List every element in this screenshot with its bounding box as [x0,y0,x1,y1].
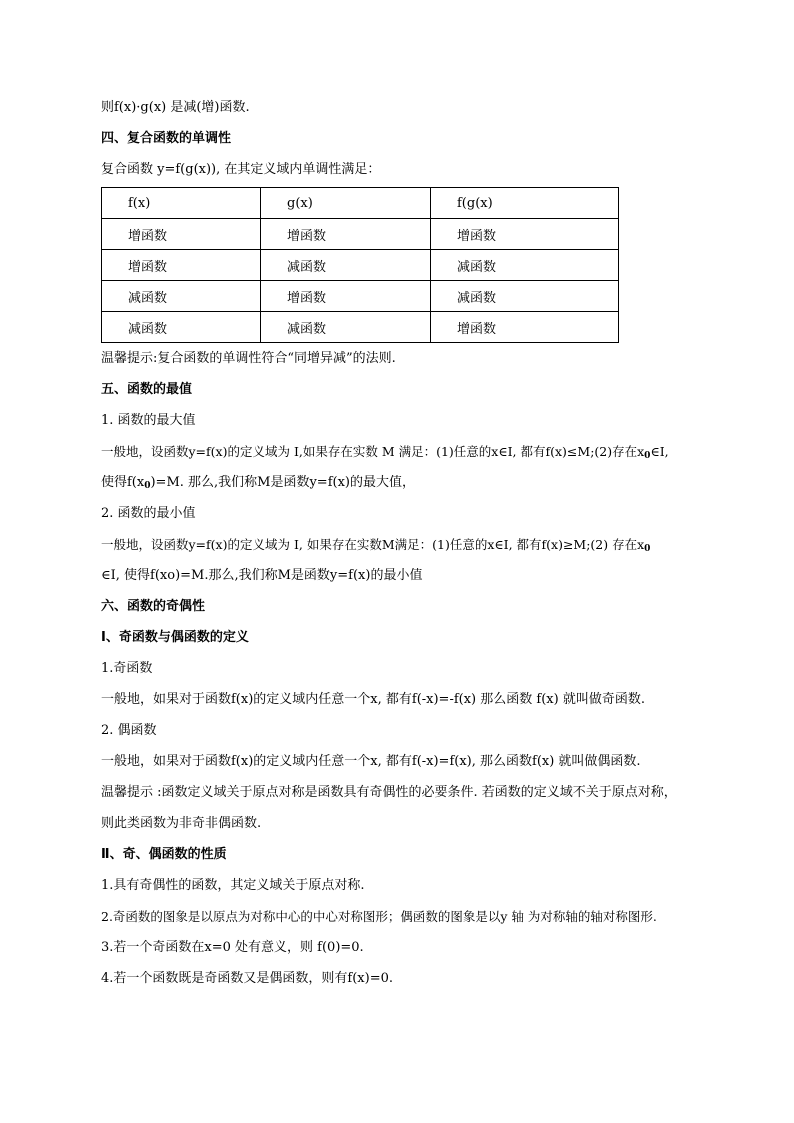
section-heading-6: 六、函数的奇偶性 [101,599,206,614]
table-row [102,281,619,312]
subsection-heading-I: Ⅰ、奇函数与偶函数的定义 [101,630,249,645]
table-cell: 减函数 [431,250,619,281]
paragraph [101,529,726,560]
table-header-cell: f(x) [102,188,261,219]
paragraph: 复合函数 y=f(g(x)), 在其定义域内单调性满足： [101,162,381,177]
table-cell: 减函数 [431,281,619,312]
table-row [102,250,619,281]
subsection-title: 2. 函数的最小值 [101,506,196,521]
tip-paragraph: 则此类函数为非奇非偶函数. [101,816,262,831]
document-page [101,92,726,994]
table-cell: 增函数 [102,219,261,250]
table-header-cell: f(g(x) [431,188,619,219]
paragraph [101,436,726,467]
tip-paragraph: 温馨提示 :函数定义域关于原点对称是函数具有奇偶性的必要条件. 若函数的定义域不关于原点对称， [101,785,677,800]
paragraph [101,467,726,498]
table-row [102,312,619,343]
table-header-row [102,188,619,219]
table-cell: 减函数 [261,250,431,281]
table-cell: 增函数 [431,219,619,250]
table-row [102,219,619,250]
table-cell: 减函数 [261,312,431,343]
paragraph: ∈I, 使得f(xo)=M.那么,我们称M是函数y=f(x)的最小值 [101,568,423,583]
text-span: 使得f(x [101,475,145,490]
list-item: 4.若一个函数既是奇函数又是偶函数，则有f(x)=0. [101,971,393,986]
subscript: 0 [644,451,651,461]
paragraph: 一般地，如果对于函数f(x)的定义域内任意一个x, 都有f(-x)=-f(x) 那么函数 f(x) 就叫做奇函数. [101,692,645,707]
subscript: 0 [144,481,151,491]
paragraph: 则f(x)·g(x) 是减(增)函数. [101,100,250,115]
list-item: 2.奇函数的图象是以原点为对称中心的中心对称图形；偶函数的图象是以y 轴 为对称轴的轴对称图形. [101,909,657,924]
monotonicity-table [101,187,619,343]
tip-paragraph: 温馨提示:复合函数的单调性符合“同增异减”的法则. [101,351,396,366]
subsection-title: 2. 偶函数 [101,723,157,738]
subsection-title: 1.奇函数 [101,661,153,676]
table-cell: 减函数 [102,281,261,312]
text-span: 一般地，设函数y=f(x)的定义域为 I,如果存在实数 M 满足：(1)任意的x∈I, 都有f(x)≤M;(2)存在x [101,444,645,459]
section-heading-4: 四、复合函数的单调性 [101,131,232,146]
text-span: 一般地，设函数y=f(x)的定义域为 I, 如果存在实数M满足：(1)任意的x∈I, 都有f(x)≥M;(2) 存在x [101,537,645,552]
table-cell: 减函数 [102,312,261,343]
paragraph: 一般地，如果对于函数f(x)的定义域内任意一个x, 都有f(-x)=f(x), 那么函数f(x) 就叫做偶函数. [101,754,641,769]
text-span: ∈I, [650,444,669,459]
text-span: )=M. 那么,我们称M是函数y=f(x)的最大值， [150,475,415,490]
table-cell: 增函数 [261,281,431,312]
list-item: 1.具有奇偶性的函数，其定义域关于原点对称. [101,878,365,893]
subscript: 0 [644,544,651,554]
table-header-cell: g(x) [261,188,431,219]
subsection-heading-II: Ⅱ、奇、偶函数的性质 [101,847,227,862]
subsection-title: 1. 函数的最大值 [101,413,196,428]
section-heading-5: 五、函数的最值 [101,382,193,397]
table-cell: 增函数 [431,312,619,343]
list-item: 3.若一个奇函数在x=0 处有意义，则 f(0)=0. [101,940,364,955]
table-cell: 增函数 [102,250,261,281]
table-cell: 增函数 [261,219,431,250]
